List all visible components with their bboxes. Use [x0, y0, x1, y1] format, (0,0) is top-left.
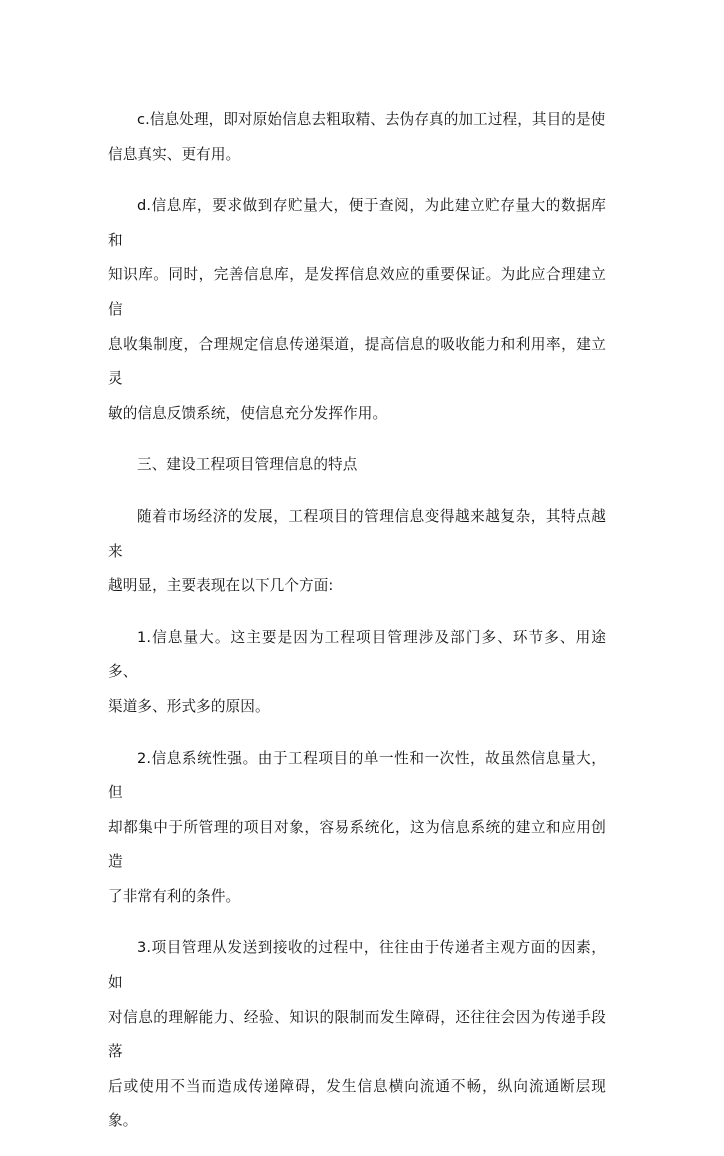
paragraph-point-1: [108, 621, 606, 725]
text-line: 却都集中于所管理的项目对象，容易系统化，这为信息系统的建立和应用创造: [108, 818, 606, 871]
paragraph-d-information-library: [108, 189, 606, 431]
text-line: 1.信息量大。这主要是因为工程项目管理涉及部门多、环节多、用途多、: [108, 628, 606, 681]
text-line: 随着市场经济的发展，工程项目的管理信息变得越来越复杂，其特点越来: [108, 507, 606, 560]
text-line: 敏的信息反馈系统，使信息充分发挥作用。: [108, 404, 388, 422]
text-line: 2.信息系统性强。由于工程项目的单一性和一次性，故虽然信息量大，但: [108, 749, 606, 802]
document-body: [108, 103, 606, 1156]
paragraph-point-3: [108, 931, 606, 1139]
text-line: 越明显，主要表现在以下几个方面:: [108, 577, 334, 595]
heading-text: 三、建设工程项目管理信息的特点: [137, 456, 358, 474]
text-line: 渠道多、形式多的原因。: [108, 697, 270, 715]
text-line: 后或使用不当而造成传递障碍，发生信息横向流通不畅，纵向流通断层现象。: [108, 1077, 606, 1130]
section-heading: [108, 448, 606, 483]
text-line: 信息真实、更有用。: [108, 145, 241, 163]
text-line: 对信息的理解能力、经验、知识的限制而发生障碍，还往往会因为传递手段落: [108, 1008, 606, 1061]
text-line: 3.项目管理从发送到接收的过程中，往往由于传递者主观方面的因素，如: [108, 939, 606, 992]
text-line: c.信息处理，即对原始信息去粗取精、去伪存真的加工过程，其目的是使: [137, 111, 606, 128]
text-line: d.信息库，要求做到存贮量大，便于查阅，为此建立贮存量大的数据库和: [108, 197, 606, 249]
text-line: 息收集制度，合理规定信息传递渠道，提高信息的吸收能力和利用率，建立灵: [108, 335, 606, 388]
paragraph-intro: [108, 500, 606, 604]
paragraph-c-information-processing: [108, 103, 606, 172]
text-line: 了非常有利的条件。: [108, 887, 241, 905]
paragraph-point-2: [108, 742, 606, 915]
text-line: 知识库。同时，完善信息库，是发挥信息效应的重要保证。为此应合理建立信: [108, 266, 606, 318]
